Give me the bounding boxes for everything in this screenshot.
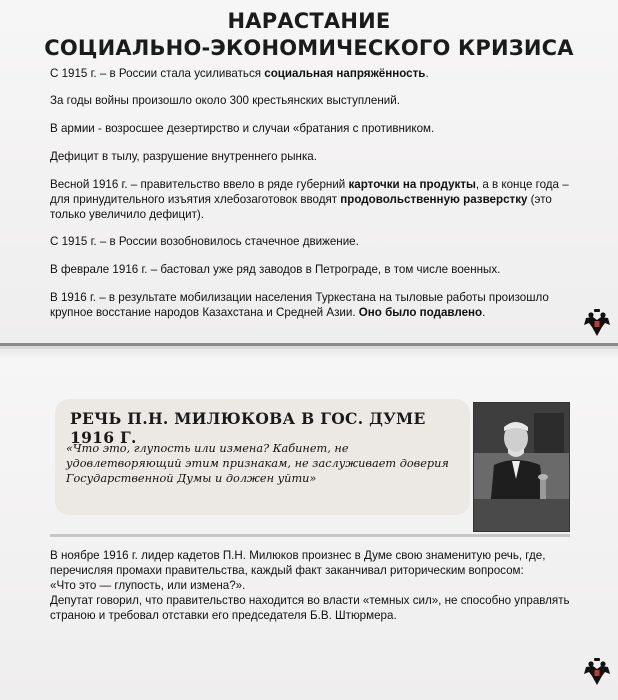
slide-social-economic-crisis — [0, 0, 618, 346]
slide-title — [0, 8, 618, 62]
speech-description — [50, 548, 590, 623]
double-headed-eagle-icon — [583, 308, 611, 338]
fact-peasant-uprisings: За годы войны произошло около 300 крестьянских выступлений. — [50, 94, 400, 107]
text: , а в конце года – для принудительного изъятия хлебозаготовок вводят — [50, 178, 569, 206]
fact-deficit: Дефицит в тылу, разрушение внутреннего рынка. — [50, 150, 317, 163]
text: . — [425, 67, 429, 80]
bold-text: социальная напряжённость — [264, 67, 426, 80]
milyukov-quote: «Что это, глупость или измена? Кабинет, не удовлетворяющий этим признакам, не заслуживает доверия Государственной Думы и должен уйти» — [66, 442, 449, 485]
paragraph-dark-forces: Депутат говорил, что правительство находится во власти «темных сил», не способно управлять страною и требовал отставки его председателя Б.В. Штюрмера. — [50, 594, 570, 622]
paragraph-speech-intro: В ноябре 1916 г. лидер кадетов П.Н. Милюков произнес в Думе свою знаменитую речь, где, перечисляя промахи правительства, каждый факт заканчивал риторическим вопросом: — [50, 549, 546, 577]
top-band — [0, 349, 618, 359]
title-line-2: СОЦИАЛЬНО-ЭКОНОМИЧЕСКОГО КРИЗИСА — [44, 36, 574, 60]
bold-text: продовольственную разверстку — [340, 193, 528, 206]
milyukov-photo — [473, 402, 570, 532]
slide-milyukov-speech — [0, 349, 618, 700]
text: В 1916 г. – в результате мобилизации населения Туркестана на тыловые работы произошло крупное восстание народов Казахстана и Средней Азии. — [50, 291, 549, 319]
fact-food-cards — [50, 177, 590, 222]
fact-turkestan-uprising — [50, 290, 590, 320]
text: (это только увеличило дефицит). — [50, 193, 552, 221]
speech-title: РЕЧЬ П.Н. МИЛЮКОВА В ГОС. ДУМЕ 1916 Г. — [70, 409, 426, 447]
title-line-1: НАРАСТАНИЕ — [227, 9, 391, 33]
fact-petrograd-strikes: В феврале 1916 г. – бастовал уже ряд заводов в Петрограде, в том числе военных. — [50, 263, 501, 276]
text: Весной 1916 г. – правительство ввело в ряде губерний — [50, 178, 349, 191]
fact-social-tension — [50, 66, 590, 81]
text: . — [482, 306, 486, 319]
divider — [50, 534, 570, 537]
double-headed-eagle-icon — [583, 657, 611, 687]
text: С 1915 г. – в России стала усиливаться — [50, 67, 265, 80]
fact-army-desertion: В армии - возросшее дезертирство и случаи «братания с противником. — [50, 122, 435, 135]
bold-text: Оно было подавлено — [358, 306, 483, 319]
bold-text: карточки на продукты — [348, 178, 476, 191]
fact-strikes: С 1915 г. – в России возобновилось стачечное движение. — [50, 235, 359, 248]
paragraph-rhetorical-question: «Что это — глупость, или измена?». — [50, 579, 246, 592]
